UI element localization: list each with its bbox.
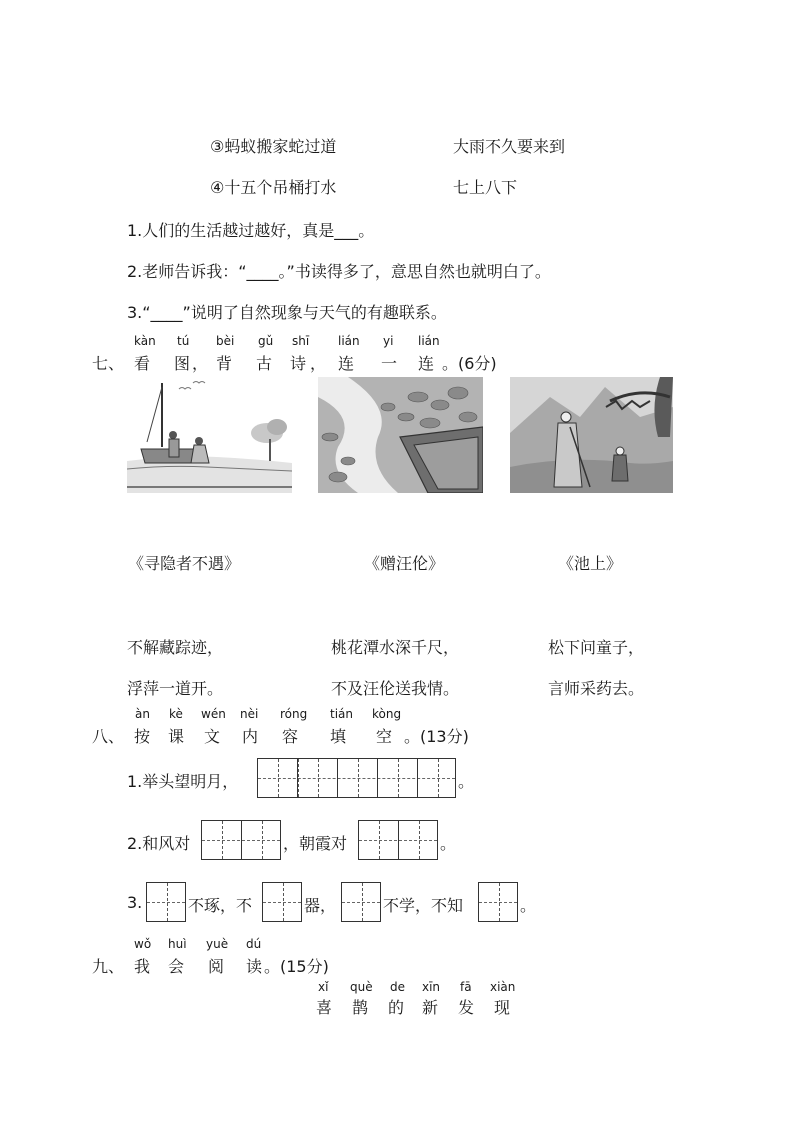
s7-hz-5: 连 — [338, 354, 355, 373]
reading-title — [316, 980, 536, 1018]
q3-text-1: 不琢，不 — [188, 896, 253, 915]
match-left-4: ④十五个吊桶打水 — [210, 178, 337, 197]
section9-prefix: 九、 — [92, 957, 125, 976]
q3-end: 。 — [520, 896, 537, 915]
picture-boat-shore — [127, 377, 292, 493]
title-py-2: de — [390, 980, 405, 994]
poem-line-1-2: 桃花潭水深千尺， — [331, 638, 460, 657]
s8-py-2: wén — [201, 707, 226, 721]
q3-answer-box-4[interactable] — [478, 882, 518, 922]
poem-line-1-3: 松下问童子， — [548, 638, 645, 657]
s8-py-0: àn — [135, 707, 150, 721]
title-py-1: què — [350, 980, 373, 994]
s9-py-0: wǒ — [134, 937, 152, 951]
q3-text-3: 不学，不知 — [383, 896, 464, 915]
s8-py-5: tián — [330, 707, 353, 721]
s7-hz-7: 连 — [418, 354, 435, 373]
s7-hz-3: 古 — [256, 354, 273, 373]
s7-sep-2: ， — [310, 354, 327, 373]
s9-hz-0: 我 — [134, 957, 151, 976]
s7-py-0: kàn — [134, 334, 156, 348]
s8-hz-4: 容 — [282, 727, 299, 746]
title-hz-4: 发 — [458, 998, 475, 1017]
q2-end: 。 — [440, 834, 457, 853]
s9-hz-3: 读 — [246, 957, 263, 976]
poem-title-1: 《寻隐者不遇》 — [128, 554, 241, 573]
q2-answer-grid-1[interactable] — [201, 820, 281, 860]
q3-num: 3. — [127, 893, 143, 912]
s8-hz-1: 课 — [168, 727, 185, 746]
s7-py-5: lián — [338, 334, 360, 348]
match-right-4: 七上八下 — [453, 178, 518, 197]
match-left-3: ③蚂蚁搬家蛇过道 — [210, 137, 337, 156]
s9-py-1: huì — [168, 937, 187, 951]
s8-hz-5: 填 — [330, 727, 347, 746]
s7-py-4: shī — [292, 334, 310, 348]
q2-label: 2.和风对 — [127, 834, 191, 853]
q1-answer-grid[interactable] — [257, 758, 456, 798]
q2-mid: ，朝霞对 — [283, 834, 348, 853]
title-hz-1: 鹊 — [352, 998, 369, 1017]
s8-hz-0: 按 — [134, 727, 151, 746]
picture-pine-elder-child — [510, 377, 673, 493]
s7-hz-2: 背 — [216, 354, 233, 373]
q1-end: 。 — [458, 772, 475, 791]
s8-py-4: róng — [280, 707, 308, 721]
section9-score: 。(15分) — [264, 957, 329, 976]
title-hz-2: 的 — [388, 998, 405, 1017]
s7-py-3: gǔ — [258, 334, 274, 348]
s7-py-1: tú — [177, 334, 190, 348]
q3-answer-box-2[interactable] — [262, 882, 302, 922]
section7-prefix: 七、 — [92, 354, 125, 373]
title-hz-3: 新 — [422, 998, 439, 1017]
s8-py-6: kòng — [372, 707, 402, 721]
s9-py-3: dú — [246, 937, 262, 951]
title-hz-5: 现 — [494, 998, 511, 1017]
section8-heading — [92, 707, 512, 747]
s8-hz-6: 空 — [376, 727, 393, 746]
s8-py-1: kè — [169, 707, 183, 721]
s8-py-3: nèi — [240, 707, 259, 721]
q3-answer-box-3[interactable] — [341, 882, 381, 922]
s7-hz-1: 图 — [174, 354, 191, 373]
q3-answer-box-1[interactable] — [146, 882, 186, 922]
s7-py-6: yi — [383, 334, 394, 348]
q3-text-2: 器， — [304, 896, 337, 915]
s9-hz-2: 阅 — [208, 957, 225, 976]
s8-hz-3: 内 — [242, 727, 259, 746]
fill-sentence-2: 2.老师告诉我：“____。”书读得多了，意思自然也就明白了。 — [127, 262, 551, 281]
s7-sep-1: ， — [192, 354, 209, 373]
title-py-0: xǐ — [318, 980, 329, 994]
section8-prefix: 八、 — [92, 727, 125, 746]
poem-title-3: 《池上》 — [558, 554, 623, 573]
s7-py-7: lián — [418, 334, 440, 348]
s8-hz-2: 文 — [204, 727, 221, 746]
q2-answer-grid-2[interactable] — [358, 820, 438, 860]
title-py-4: fā — [460, 980, 472, 994]
title-py-5: xiàn — [490, 980, 516, 994]
section7-heading — [92, 334, 612, 374]
s7-hz-6: 一 — [381, 354, 398, 373]
title-hz-0: 喜 — [316, 998, 333, 1017]
s9-py-2: yuè — [206, 937, 229, 951]
poem-line-1-1: 不解藏踪迹， — [127, 638, 224, 657]
s7-hz-4: 诗 — [290, 354, 307, 373]
fill-sentence-3: 3.“____”说明了自然现象与天气的有趣联系。 — [127, 303, 447, 322]
section9-heading — [92, 937, 392, 977]
poem-line-2-2: 不及汪伦送我情。 — [331, 679, 460, 698]
s9-hz-1: 会 — [168, 957, 185, 976]
section7-score: 。(6分) — [442, 354, 497, 373]
picture-boat-pond — [318, 377, 483, 493]
q1-label: 1.举头望明月， — [127, 772, 239, 791]
s7-hz-0: 看 — [134, 354, 151, 373]
fill-sentence-1: 1.人们的生活越过越好，真是___。 — [127, 221, 375, 240]
title-py-3: xīn — [422, 980, 441, 994]
poem-line-2-1: 浮萍一道开。 — [127, 679, 224, 698]
poem-title-2: 《赠汪伦》 — [364, 554, 445, 573]
match-right-3: 大雨不久要来到 — [453, 137, 566, 156]
s7-py-2: bèi — [216, 334, 235, 348]
section8-score: 。(13分) — [404, 727, 469, 746]
poem-line-2-3: 言师采药去。 — [548, 679, 645, 698]
